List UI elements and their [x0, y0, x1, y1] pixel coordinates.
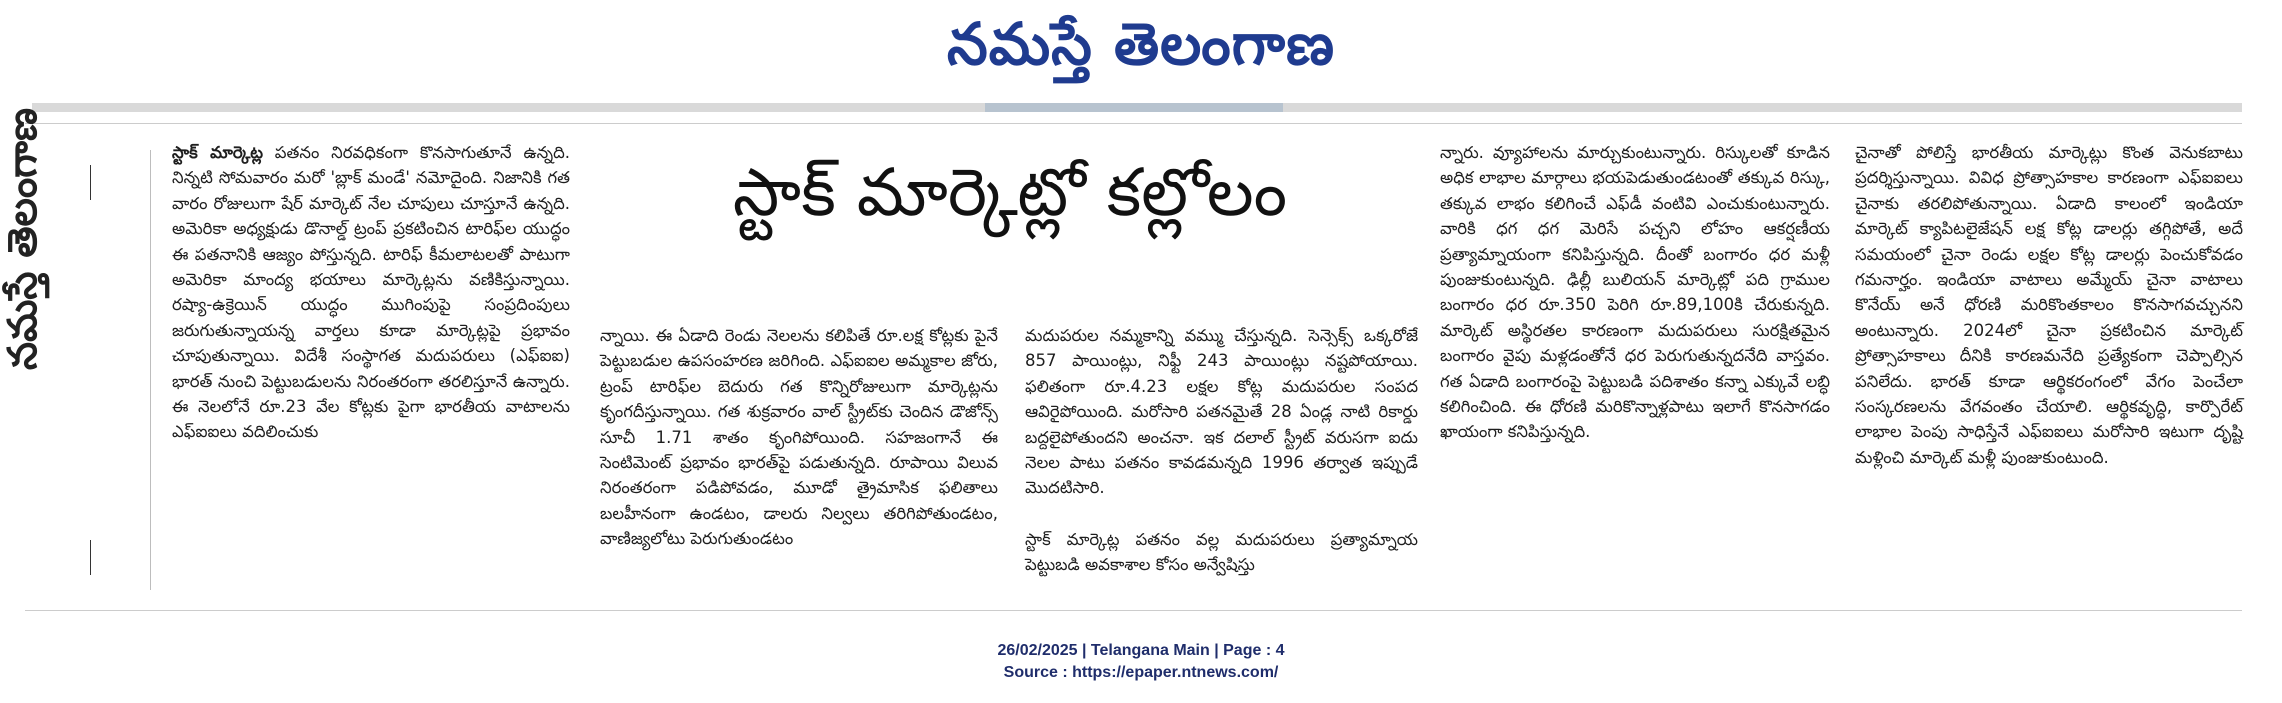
article-column-5: [1855, 140, 2243, 470]
article-column-4: [1440, 140, 1830, 445]
lead-in-bold: స్టాక్ మార్కెట్ల: [172, 143, 263, 162]
column-5-text: చైనాతో పోలిస్తే భారతీయ మార్కెట్లు కొంత వెనుకబాటు ప్రదర్శిస్తున్నాయి. వివిధ ప్రోత్సాహకాల కారణంగా ఎఫ్‌ఐఐలు చైనాకు తరలిపోతున్నాయి. ఏడాది కాలంలో ఇండియా మార్కెట్ క్యాపిటలైజేషన్ లక్ష కోట్ల డాలర్లు తగ్గిపోతే, అదే సమయంలో చైనా రెండు లక్షల కోట్ల డాలర్లు పెంచుకోవడం గమనార్హం. ఇండియా వాటాలు అమ్మేయ్ చైనా వాటాలు కొనేయ్ అనే ధోరణి మరికొంతకాలం కొనసాగవచ్చునని అంటున్నారు. 2024లో చైనా ప్రకటించిన మార్కెట్ ప్రోత్సాహకాలు దీనికి కారణమనేది ప్రత్యేకంగా చెప్పాల్సిన పనిలేదు. భారత్ కూడా ఆర్థికరంగంలో వేగం పెంచేలా సంస్కరణలను వేగవంతం చేయాలి. ఆర్థికవృద్ధి, కార్పొరేట్ లాభాల పెంపు సాధిస్తేనే ఎఫ్‌ఐఐలు మరోసారి ఇటుగా దృష్టి మళ్లించి మార్కెట్ మళ్లీ పుంజుకుంటుంది.: [1855, 143, 2243, 467]
article-headline: స్టాక్ మార్కెట్లో కల్లోలం: [732, 154, 1288, 231]
masthead: [0, 0, 2282, 90]
article-column-2: [600, 323, 998, 552]
column-3-paragraph-2: స్టాక్ మార్కెట్ల పతనం వల్ల మదుపరులు ప్రత్యామ్నాయ పెట్టుబడి అవకాశాల కోసం అన్వేషిస్తు: [1025, 529, 1418, 575]
page-footer: [0, 640, 2282, 684]
column-3-paragraph-1: మదుపరుల నమ్మకాన్ని వమ్ము చేస్తున్నది. సెన్సెక్స్ ఒక్కరోజే 857 పాయింట్లు, నిఫ్టీ 243 పాయింట్లు నష్టపోయాయి. ఫలితంగా రూ.4.23 లక్షల కోట్ల మదుపరుల సంపద ఆవిరైపోయింది. మరోసారి పతనమైతే 28 ఏండ్ల నాటి రికార్డు బద్దలైపోతుందని అంచనా. ఇక దలాల్ స్ట్రీట్ వరుసగా ఐదు నెలల పాటు పతనం కావడమన్నది 1996 తర్వాత ఇప్పుడే మొదటిసారి.: [1025, 326, 1418, 498]
article-column-1: [172, 140, 570, 445]
masthead-title: నమస్తే తెలంగాణ: [947, 10, 1335, 78]
footer-source-link[interactable]: Source : https://epaper.ntnews.com/: [1003, 664, 1279, 681]
column-2-text: న్నాయి. ఈ ఏడాది రెండు నెలలను కలిపితే రూ.లక్ష కోట్లకు పైనే పెట్టుబడుల ఉపసంహరణ జరిగింది. ఎఫ్‌ఐఐల అమ్మకాల జోరు, ట్రంప్ టారిఫ్‌ల బెదురు గత కొన్నిరోజులుగా మార్కెట్లను కృంగదీస్తున్నాయి. గత శుక్రవారం వాల్ స్ట్రీట్‌కు చెందిన డౌజోన్స్ సూచీ 1.71 శాతం కృంగిపోయింది. సహజంగానే ఈ సెంటిమెంట్ ప్రభావం భారత్‌పై పడుతున్నది. రూపాయి విలువ నిరంతరంగా పడిపోవడం, మూడో త్రైమాసిక ఫలితాలు బలహీనంగా ఉండటం, డాలరు నిల్వలు తరిగిపోతుండటం, వాణిజ్యలోటు పెరుగుతుండటం: [600, 326, 998, 549]
top-divider-accent: [985, 103, 1283, 112]
side-tick-top: [90, 165, 91, 200]
side-tick-bottom: [90, 540, 91, 575]
side-brand-vertical: నమస్తే తెలంగాణ: [0, 107, 46, 370]
side-divider: [150, 150, 151, 590]
footer-date-line: 26/02/2025 | Telangana Main | Page : 4: [997, 642, 1285, 659]
article-column-3: [1025, 323, 1418, 578]
column-4-text: న్నారు. వ్యూహాలను మార్చుకుంటున్నారు. రిస్కులతో కూడిన అధిక లాభాల మార్గాలు భయపెడుతుండటంతో తక్కువ రిస్కు, తక్కువ లాభం కలిగించే ఎఫ్‌డీ వంటివి ఎంచుకుంటున్నారు. వారికి ధగ ధగ మెరిసే పచ్చని లోహం ఆకర్షణీయ ప్రత్యామ్నాయంగా కనిపిస్తున్నది. దీంతో బంగారం ధర మళ్లీ పుంజుకుంటున్నది. ఢిల్లీ బులియన్ మార్కెట్లో పది గ్రాముల బంగారం ధర రూ.350 పెరిగి రూ.89,100కి చేరుకున్నది. మార్కెట్ అస్థిరతల కారణంగా మదుపరులు సురక్షితమైన బంగారం వైపు మళ్లడంతోనే ధర పెరుగుతున్నదనేది వాస్తవం. గత ఏడాది బంగారంపై పెట్టుబడి పదిశాతం కన్నా ఎక్కువే లబ్ధి కలిగించింది. ఈ ధోరణి మరికొన్నాళ్లపాటు ఇలాగే కొనసాగడం ఖాయంగా కనిపిస్తున్నది.: [1440, 143, 1830, 442]
column-1-text: పతనం నిరవధికంగా కొనసాగుతూనే ఉన్నది. నిన్నటి సోమవారం మరో 'బ్లాక్ మండే' నమోదైంది. నిజానికి గత వారం రోజులుగా షేర్ మార్కెట్ నేల చూపులు చూస్తూనే ఉన్నది. అమెరికా అధ్యక్షుడు డొనాల్డ్ ట్రంప్ ప్రకటించిన టారిఫ్‌ల యుద్ధం ఈ పతనానికి ఆజ్యం పోస్తున్నది. టారిఫ్ కీమలాటలతో పాటుగా అమెరికా మాంద్య భయాలు మార్కెట్లను వణికిస్తున్నాయి. రష్యా-ఉక్రెయిన్ యుద్ధం ముగింపుపై సంప్రదింపులు జరుగుతున్నాయన్న వార్తలు కూడా మార్కెట్లపై ప్రభావం చూపుతున్నాయి. విదేశీ సంస్థాగత మదుపరులు (ఎఫ్‌ఐఐ) భారత్ నుంచి పెట్టుబడులను నిరంతరంగా తరలిస్తూనే ఉన్నారు. ఈ నెలలోనే రూ.23 వేల కోట్లకు పైగా భారతీయ వాటాలను ఎఫ్‌ఐఐలు వదిలించుకు: [172, 143, 570, 442]
